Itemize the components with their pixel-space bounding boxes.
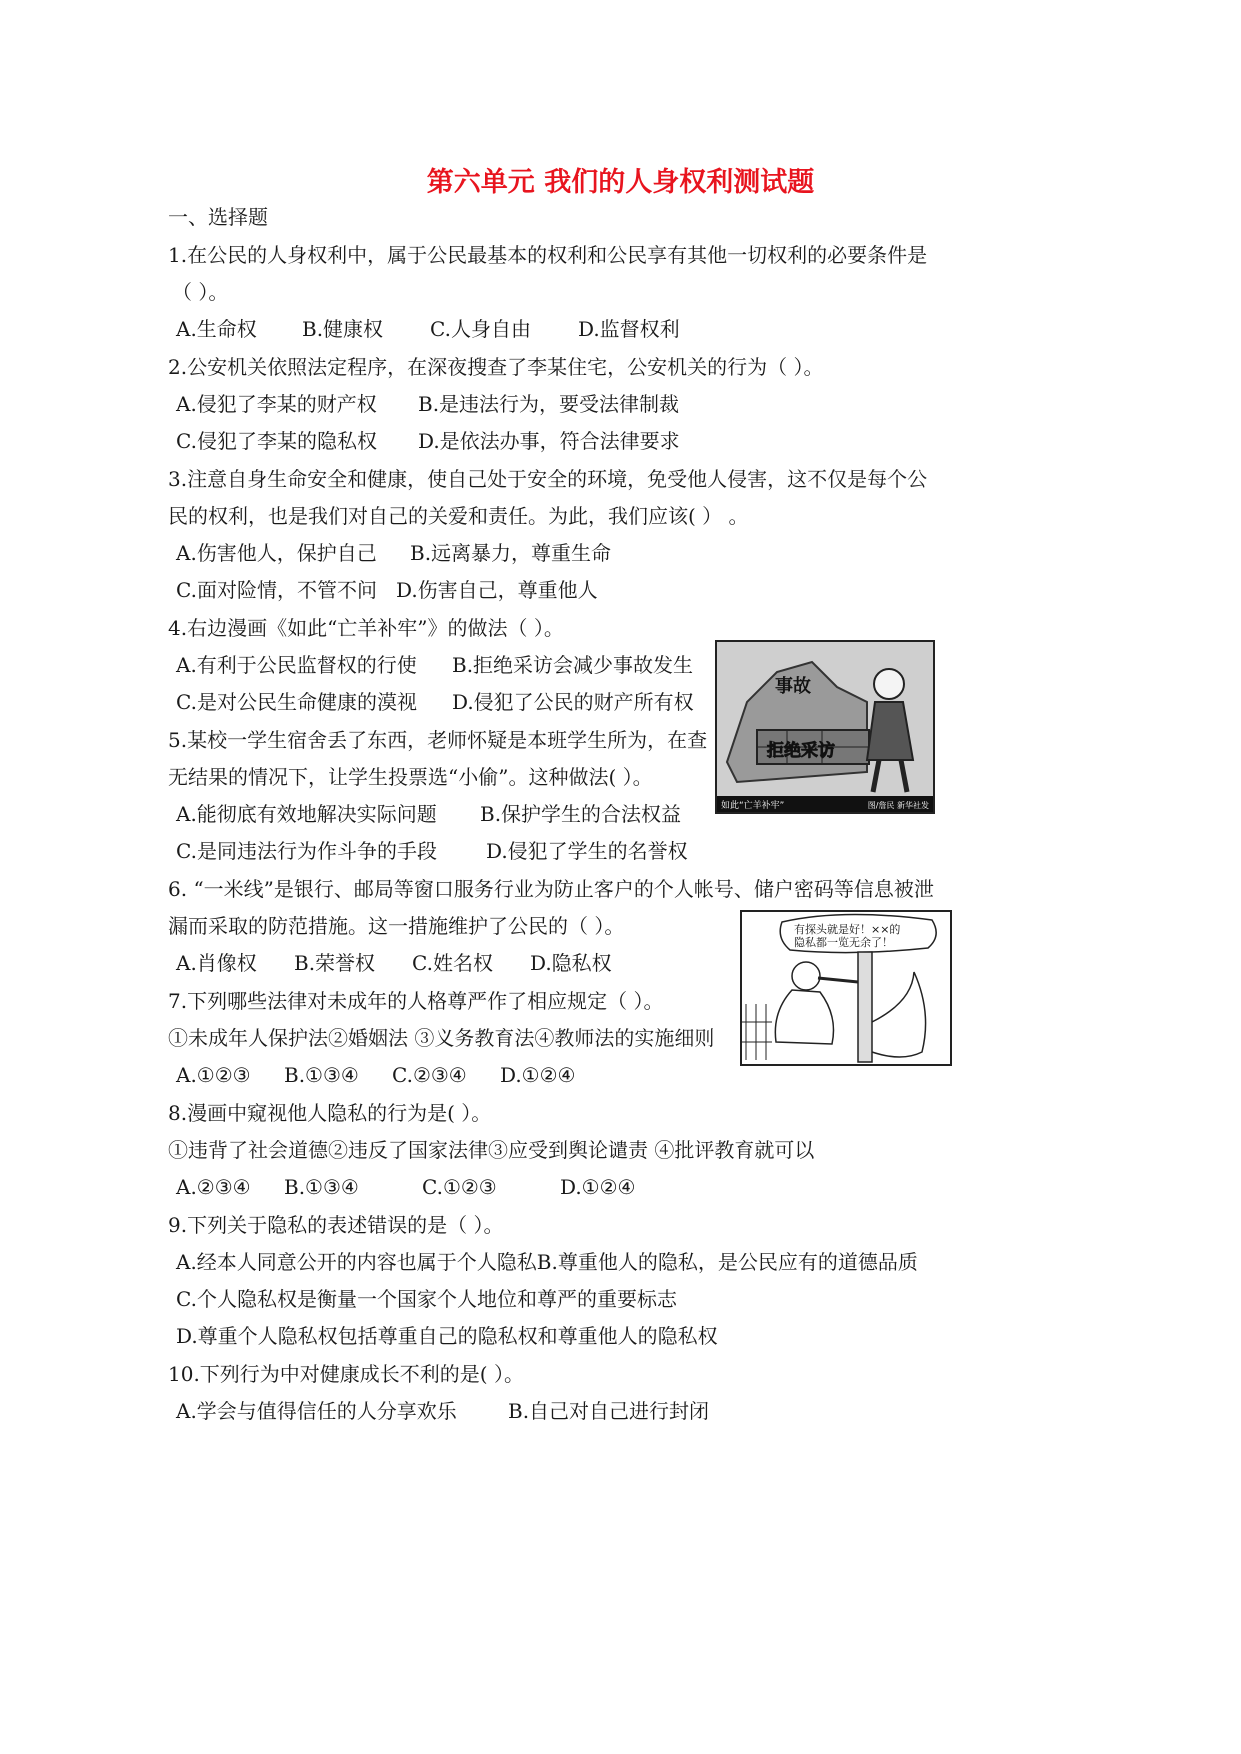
q7-option-c: C.②③④	[392, 1063, 467, 1087]
accident-label: 事故	[775, 676, 811, 697]
q8-option-b: B.①③④	[284, 1175, 359, 1199]
q1-option-c: C.人身自由	[430, 317, 531, 341]
q8-option-d: D.①②④	[560, 1175, 636, 1199]
q5-options-cd	[176, 839, 688, 863]
q10-options	[176, 1399, 709, 1423]
q4-option-b: B.拒绝采访会减少事故发生	[452, 653, 694, 677]
q10-option-b: B.自己对自己进行封闭	[508, 1399, 710, 1423]
q6-stem: 6. “一米线”是银行、邮局等窗口服务行业为防止客户的个人帐号、储户密码等信息被泄	[168, 877, 934, 901]
q10-stem: 10.下列行为中对健康成长不利的是( ）。	[168, 1362, 524, 1386]
q6-option-a: A.肖像权	[176, 951, 257, 975]
q3-options-ab	[176, 541, 611, 565]
q4-option-c: C.是对公民生命健康的漠视	[176, 690, 417, 714]
q1-stem: 1.在公民的人身权利中，属于公民最基本的权利和公民享有其他一切权利的必要条件是	[168, 243, 928, 267]
q2-option-c: C.侵犯了李某的隐私权	[176, 429, 377, 453]
q4-option-d: D.侵犯了公民的财产所有权	[452, 690, 694, 714]
q7-option-b: B.①③④	[284, 1063, 359, 1087]
q2-option-b: B.是违法行为，要受法律制裁	[418, 392, 680, 416]
q9-options-ab: A.经本人同意公开的内容也属于个人隐私B.尊重他人的隐私，是公民应有的道德品质	[176, 1250, 918, 1274]
q9-option-c: C.个人隐私权是衡量一个国家个人地位和尊严的重要标志	[176, 1287, 677, 1311]
q2-options-cd	[176, 429, 680, 453]
cartoon-accident-drawing	[717, 642, 933, 812]
cartoon-privacy-drawing	[742, 912, 950, 1064]
q5-option-b: B.保护学生的合法权益	[480, 802, 682, 826]
q2-stem: 2.公安机关依照法定程序，在深夜搜查了李某住宅，公安机关的行为（ ）。	[168, 355, 824, 379]
q8-options	[176, 1175, 635, 1199]
q1-option-b: B.健康权	[302, 317, 384, 341]
q7-option-a: A.①②③	[176, 1063, 251, 1087]
q8-option-a: A.②③④	[176, 1175, 251, 1199]
pipe	[858, 952, 872, 1062]
q3-stem: 3.注意自身生命安全和健康，使自己处于安全的环境，免受他人侵害，这不仅是每个公	[168, 467, 928, 491]
speech-line-2: 隐私都一览无余了！	[794, 936, 893, 949]
q8-items: ①违背了社会道德②违反了国家法律③应受到舆论谴责 ④批评教育就可以	[168, 1138, 815, 1162]
q6-options	[176, 951, 612, 975]
q3-option-b: B.远离暴力，尊重生命	[410, 541, 612, 565]
q5-stem-cont: 无结果的情况下，让学生投票选“小偷”。这种做法( ）。	[168, 765, 653, 789]
q3-option-c: C.面对险情，不管不问	[176, 578, 377, 602]
q8-option-c: C.①②③	[422, 1175, 497, 1199]
speech-line-1: 有探头就是好！××的	[794, 923, 901, 936]
cartoon-accident-image	[715, 640, 935, 814]
q1-option-d: D.监督权利	[578, 317, 680, 341]
q1-stem-cont: （ ）。	[172, 280, 229, 304]
q6-option-b: B.荣誉权	[294, 951, 376, 975]
q5-option-d: D.侵犯了学生的名誉权	[486, 839, 688, 863]
q3-option-d: D.伤害自己，尊重他人	[396, 578, 598, 602]
caption-title: 如此“亡羊补牢”	[721, 801, 785, 811]
q7-options	[176, 1063, 575, 1087]
q2-option-d: D.是依法办事，符合法律要求	[418, 429, 680, 453]
q7-option-d: D.①②④	[500, 1063, 576, 1087]
q2-options-ab	[176, 392, 679, 416]
q4-options-cd	[176, 690, 694, 714]
cartoon-privacy-image	[740, 910, 952, 1066]
q5-stem: 5.某校一学生宿舍丢了东西，老师怀疑是本班学生所为，在查	[168, 728, 708, 752]
man-head	[874, 669, 904, 699]
q8-stem: 8.漫画中窥视他人隐私的行为是( ）。	[168, 1101, 492, 1125]
q6-option-d: D.隐私权	[530, 951, 612, 975]
q1-options	[176, 317, 680, 341]
person-head	[792, 962, 820, 990]
q4-stem: 4.右边漫画《如此“亡羊补牢”》的做法（ ）。	[168, 616, 564, 640]
q6-stem-cont: 漏而采取的防范措施。这一措施维护了公民的（ ）。	[168, 914, 625, 938]
q5-options-ab	[176, 802, 681, 826]
q3-option-a: A.伤害他人，保护自己	[176, 541, 377, 565]
section-heading: 一、选择题	[168, 205, 268, 229]
refuse-interview-label: 拒绝采访	[767, 741, 835, 761]
q3-options-cd	[176, 578, 598, 602]
q4-option-a: A.有利于公民监督权的行使	[176, 653, 417, 677]
page-title: 第六单元 我们的人身权利测试题	[426, 167, 815, 198]
q5-option-a: A.能彻底有效地解决实际问题	[176, 802, 437, 826]
q10-option-a: A.学会与值得信任的人分享欢乐	[176, 1399, 457, 1423]
q7-items: ①未成年人保护法②婚姻法 ③义务教育法④教师法的实施细则	[168, 1026, 715, 1050]
q9-option-d: D.尊重个人隐私权包括尊重自己的隐私权和尊重他人的隐私权	[176, 1324, 718, 1348]
q5-option-c: C.是同违法行为作斗争的手段	[176, 839, 437, 863]
q6-option-c: C.姓名权	[412, 951, 493, 975]
q1-option-a: A.生命权	[176, 317, 257, 341]
q3-stem-cont: 民的权利，也是我们对自己的关爱和责任。为此，我们应该( ） 。	[168, 504, 749, 528]
q9-stem: 9.下列关于隐私的表述错误的是（ ）。	[168, 1213, 504, 1237]
caption-credit: 图/詹民 新华社发	[867, 801, 929, 810]
q7-stem: 7.下列哪些法律对未成年的人格尊严作了相应规定（ ）。	[168, 989, 664, 1013]
q2-option-a: A.侵犯了李某的财产权	[176, 392, 377, 416]
q4-options-ab	[176, 653, 693, 677]
